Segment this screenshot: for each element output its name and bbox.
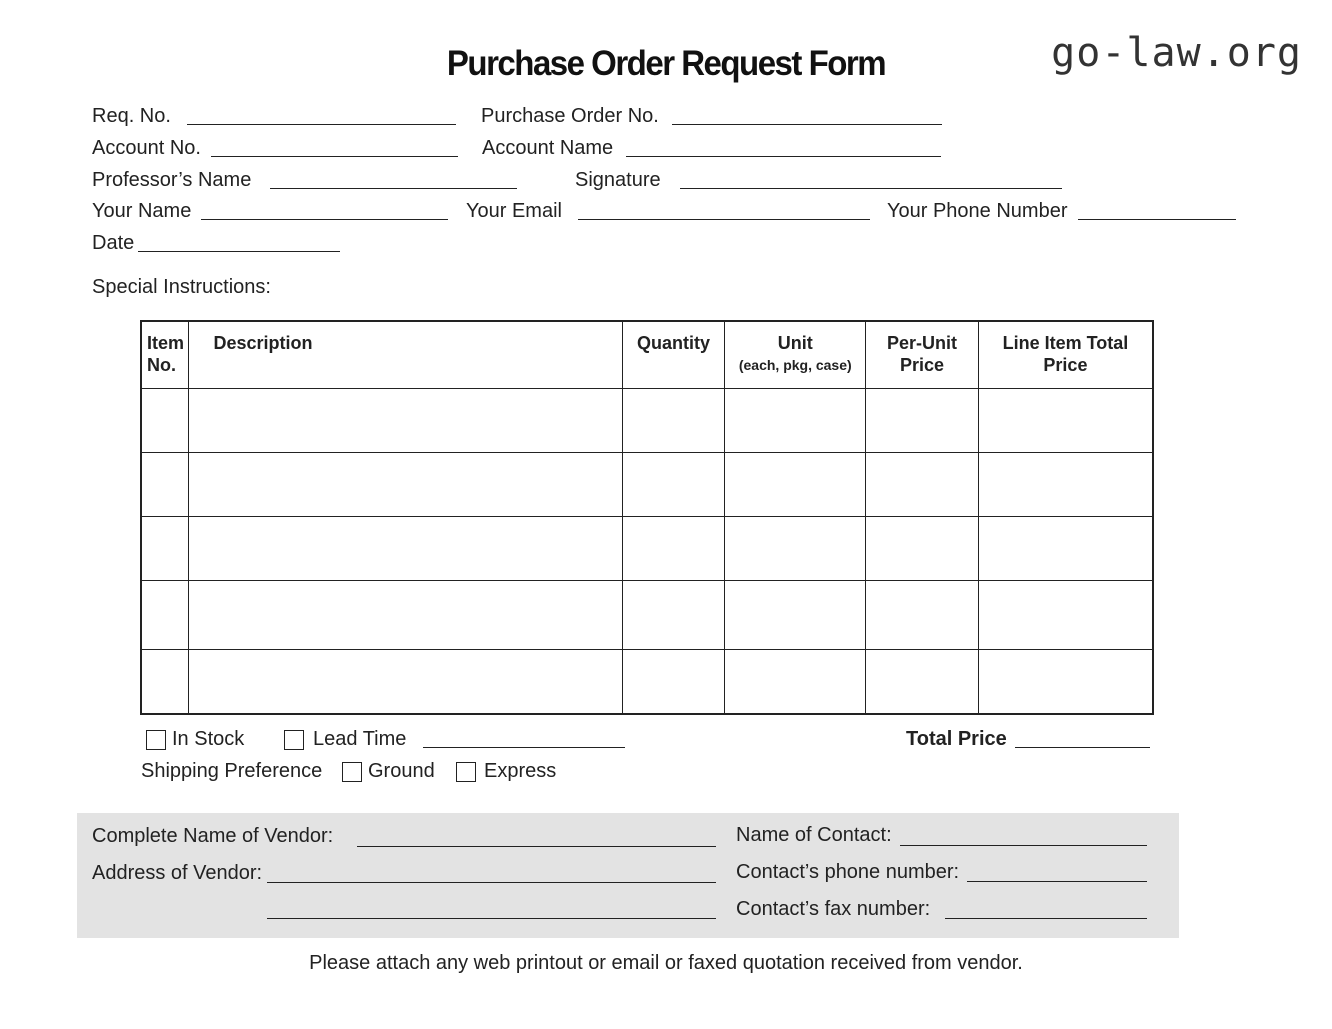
total-price-field[interactable] bbox=[1015, 747, 1150, 748]
ground-checkbox[interactable] bbox=[342, 762, 362, 782]
header-unit-subtext: (each, pkg, case) bbox=[738, 357, 852, 373]
account-no-field[interactable] bbox=[211, 156, 458, 157]
cell-unit[interactable] bbox=[725, 516, 866, 580]
cell-item-no[interactable] bbox=[141, 388, 189, 452]
table-row bbox=[141, 388, 1153, 452]
contact-name-label: Name of Contact: bbox=[736, 824, 892, 846]
cell-description[interactable] bbox=[189, 516, 622, 580]
cell-unit[interactable] bbox=[725, 452, 866, 516]
your-name-field[interactable] bbox=[201, 219, 448, 220]
cell-quantity[interactable] bbox=[622, 649, 725, 714]
your-name-label: Your Name bbox=[92, 200, 192, 222]
contact-name-field[interactable] bbox=[900, 845, 1147, 846]
lead-time-checkbox[interactable] bbox=[284, 730, 304, 750]
header-description-text: Description bbox=[213, 333, 313, 353]
vendor-address-field-1[interactable] bbox=[267, 882, 716, 883]
cell-per-unit-price[interactable] bbox=[866, 452, 979, 516]
lead-time-field[interactable] bbox=[423, 747, 625, 748]
contact-fax-label: Contact’s fax number: bbox=[736, 898, 931, 920]
cell-line-total[interactable] bbox=[978, 649, 1153, 714]
total-price-label: Total Price bbox=[906, 728, 1007, 750]
signature-label: Signature bbox=[575, 169, 661, 191]
form-title: Purchase Order Request Form bbox=[446, 42, 886, 83]
your-phone-label: Your Phone Number bbox=[887, 200, 1068, 222]
header-line-total-line1: Line Item Total bbox=[1002, 333, 1129, 353]
cell-item-no[interactable] bbox=[141, 649, 189, 714]
cell-per-unit-price[interactable] bbox=[866, 649, 979, 714]
header-per-unit-line2: Price bbox=[899, 355, 945, 375]
table-header-row bbox=[141, 321, 1153, 388]
cell-item-no[interactable] bbox=[141, 580, 189, 649]
professor-name-field[interactable] bbox=[270, 188, 517, 189]
header-unit-text: Unit bbox=[777, 333, 813, 353]
cell-per-unit-price[interactable] bbox=[866, 516, 979, 580]
cell-description[interactable] bbox=[189, 580, 622, 649]
header-quantity-text: Quantity bbox=[636, 333, 710, 353]
header-quantity bbox=[622, 321, 725, 388]
cell-line-total[interactable] bbox=[978, 452, 1153, 516]
contact-phone-field[interactable] bbox=[967, 881, 1147, 882]
cell-quantity[interactable] bbox=[622, 452, 725, 516]
header-unit bbox=[725, 321, 866, 388]
cell-line-total[interactable] bbox=[978, 388, 1153, 452]
footer-note: Please attach any web printout or email or faxed quotation received from vendor. bbox=[309, 952, 1023, 974]
cell-unit[interactable] bbox=[725, 580, 866, 649]
signature-field[interactable] bbox=[680, 188, 1062, 189]
header-item-no-line2: No. bbox=[147, 355, 176, 375]
req-no-field[interactable] bbox=[187, 124, 456, 125]
cell-per-unit-price[interactable] bbox=[866, 580, 979, 649]
account-name-field[interactable] bbox=[626, 156, 941, 157]
po-no-field[interactable] bbox=[672, 124, 942, 125]
cell-quantity[interactable] bbox=[622, 580, 725, 649]
date-field[interactable] bbox=[138, 251, 340, 252]
date-label: Date bbox=[92, 232, 135, 254]
lead-time-label: Lead Time bbox=[313, 728, 407, 750]
cell-description[interactable] bbox=[189, 649, 622, 714]
po-no-label: Purchase Order No. bbox=[481, 105, 659, 127]
req-no-label: Req. No. bbox=[92, 105, 171, 127]
header-item-no-line1: Item bbox=[147, 333, 185, 353]
contact-fax-field[interactable] bbox=[945, 918, 1147, 919]
your-phone-field[interactable] bbox=[1078, 219, 1236, 220]
express-checkbox[interactable] bbox=[456, 762, 476, 782]
cell-unit[interactable] bbox=[725, 649, 866, 714]
your-email-label: Your Email bbox=[466, 200, 562, 222]
in-stock-label: In Stock bbox=[172, 728, 245, 750]
in-stock-checkbox[interactable] bbox=[146, 730, 166, 750]
special-instructions-label: Special Instructions: bbox=[92, 276, 271, 298]
cell-quantity[interactable] bbox=[622, 516, 725, 580]
cell-item-no[interactable] bbox=[141, 516, 189, 580]
cell-per-unit-price[interactable] bbox=[866, 388, 979, 452]
items-table bbox=[140, 320, 1154, 715]
ground-label: Ground bbox=[368, 760, 435, 782]
watermark: go-law.org bbox=[1051, 30, 1302, 76]
header-item-no bbox=[141, 321, 189, 388]
cell-description[interactable] bbox=[189, 388, 622, 452]
table-row bbox=[141, 580, 1153, 649]
vendor-name-field[interactable] bbox=[357, 846, 716, 847]
contact-phone-label: Contact’s phone number: bbox=[736, 861, 960, 883]
account-name-label: Account Name bbox=[482, 137, 614, 159]
header-description bbox=[189, 321, 622, 388]
cell-line-total[interactable] bbox=[978, 580, 1153, 649]
shipping-preference-label: Shipping Preference bbox=[141, 760, 323, 782]
table-row bbox=[141, 649, 1153, 714]
professor-name-label: Professor’s Name bbox=[92, 169, 252, 191]
vendor-name-label: Complete Name of Vendor: bbox=[92, 825, 334, 847]
vendor-address-label: Address of Vendor: bbox=[92, 862, 263, 884]
table-row bbox=[141, 516, 1153, 580]
cell-description[interactable] bbox=[189, 452, 622, 516]
header-line-total-line2: Price bbox=[1043, 355, 1088, 375]
cell-quantity[interactable] bbox=[622, 388, 725, 452]
your-email-field[interactable] bbox=[578, 219, 870, 220]
cell-unit[interactable] bbox=[725, 388, 866, 452]
header-per-unit-line1: Per-Unit bbox=[886, 333, 957, 353]
cell-line-total[interactable] bbox=[978, 516, 1153, 580]
account-no-label: Account No. bbox=[92, 137, 201, 159]
header-line-item-total bbox=[978, 321, 1153, 388]
express-label: Express bbox=[484, 760, 557, 782]
cell-item-no[interactable] bbox=[141, 452, 189, 516]
vendor-address-field-2[interactable] bbox=[267, 918, 716, 919]
table-row bbox=[141, 452, 1153, 516]
header-per-unit-price bbox=[866, 321, 979, 388]
